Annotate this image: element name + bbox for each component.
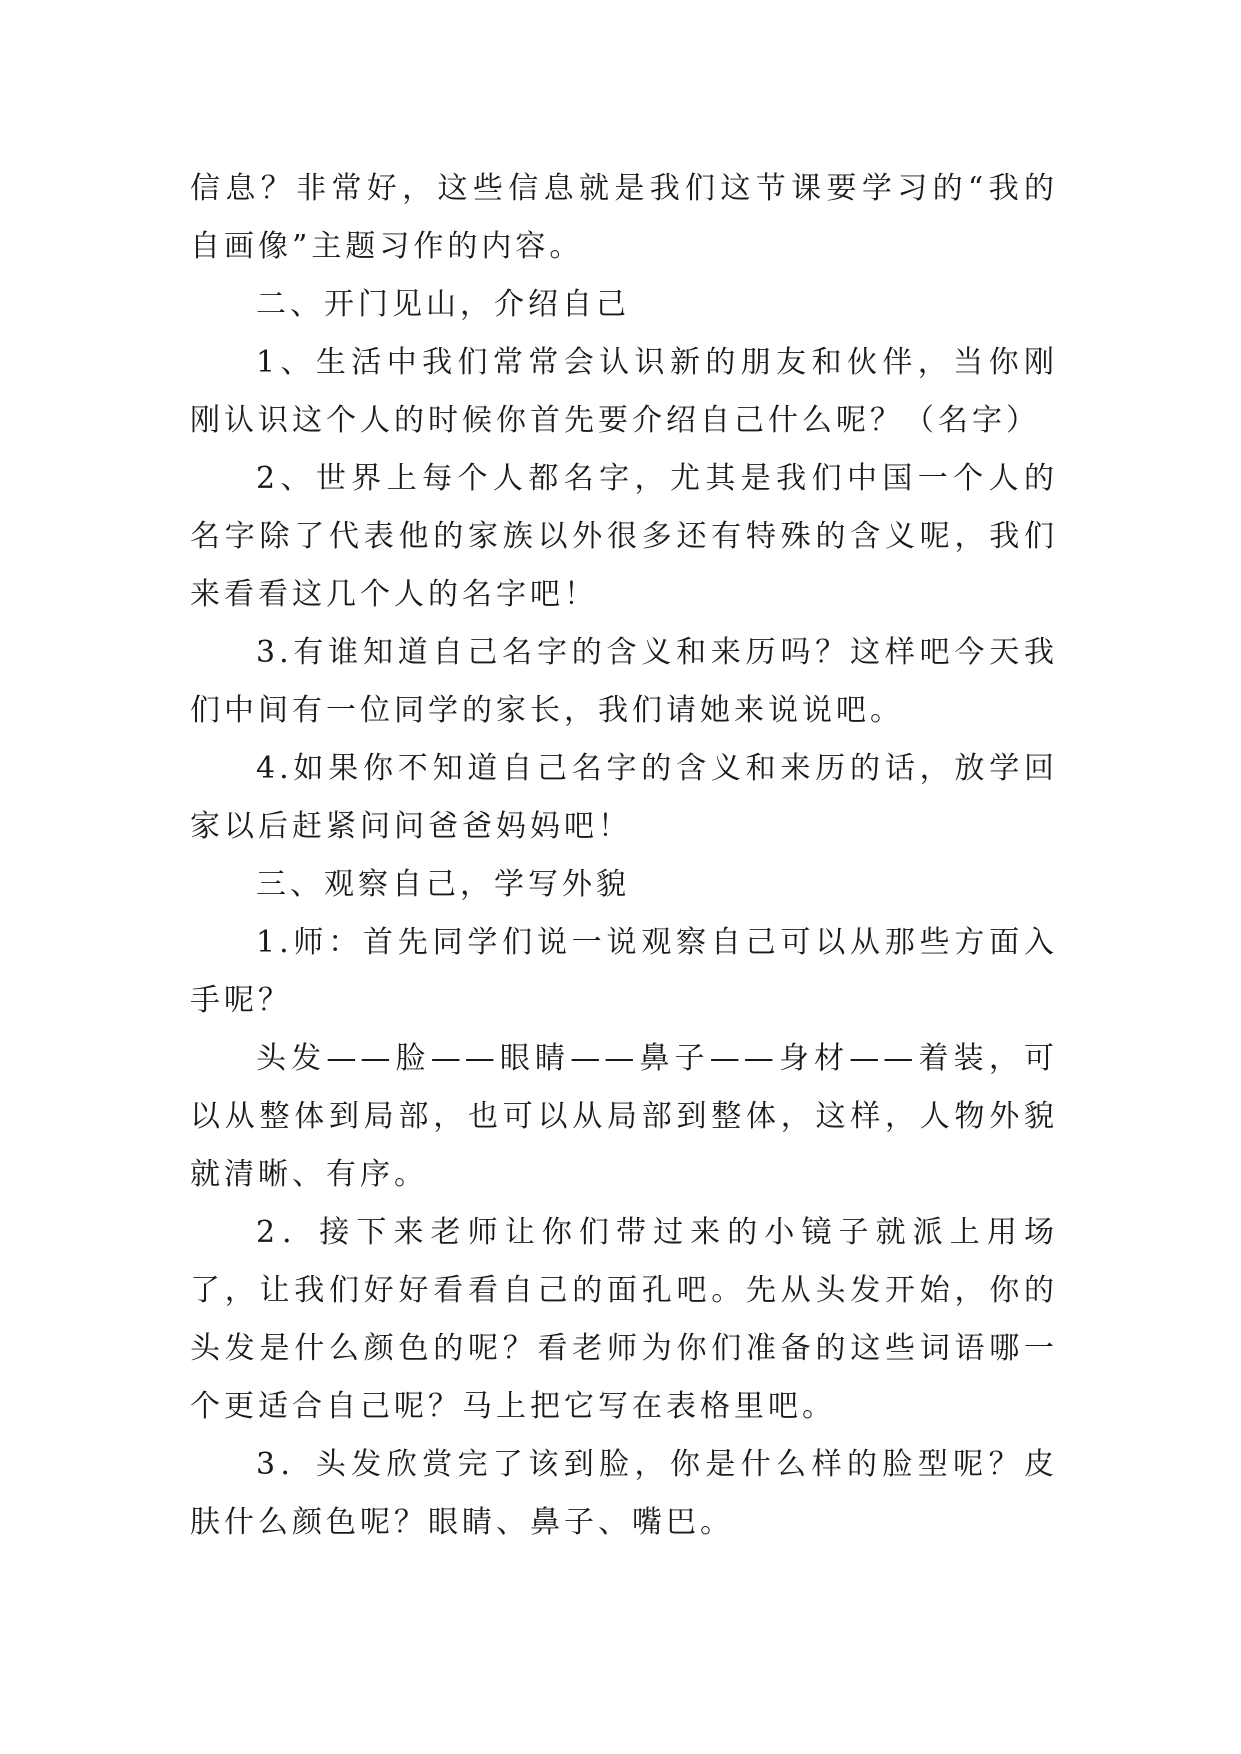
paragraph-step-3-parent: 3.有谁知道自己名字的含义和来历吗？这样吧今天我们中间有一位同学的家长，我们请她来说说吧。 bbox=[190, 635, 1058, 728]
section-heading-observe-appearance: 三、观察自己，学写外貌 bbox=[256, 867, 630, 902]
document-body bbox=[190, 160, 1058, 1552]
paragraph-step-4-ask-parents: 4.如果你不知道自己名字的含义和来历的话，放学回家以后赶紧问问爸爸妈妈吧！ bbox=[190, 751, 1058, 844]
paragraph-continued-info: 信息？非常好，这些信息就是我们这节课要学习的“我的自画像”主题习作的内容。 bbox=[190, 171, 1058, 264]
paragraph-observe-step-1: 1.师：首先同学们说一说观察自己可以从那些方面入手呢？ bbox=[190, 925, 1058, 1018]
paragraph-observe-order: 头发——脸——眼睛——鼻子——身材——着装，可以从整体到局部，也可以从局部到整体，这样，人物外貌就清晰、有序。 bbox=[190, 1041, 1058, 1192]
paragraph-step-2-name-meaning: 2、世界上每个人都名字，尤其是我们中国一个人的名字除了代表他的家族以外很多还有特殊的含义呢，我们来看看这几个人的名字吧！ bbox=[190, 461, 1058, 612]
paragraph-step-1-name: 1、生活中我们常常会认识新的朋友和伙伴，当你刚刚认识这个人的时候你首先要介绍自己什么呢？（名字） bbox=[190, 345, 1058, 438]
paragraph-observe-step-3-face: 3．头发欣赏完了该到脸，你是什么样的脸型呢？皮肤什么颜色呢？眼睛、鼻子、嘴巴。 bbox=[190, 1447, 1058, 1540]
paragraph-observe-step-2-mirror: 2．接下来老师让你们带过来的小镜子就派上用场了，让我们好好看看自己的面孔吧。先从头发开始，你的头发是什么颜色的呢？看老师为你们准备的这些词语哪一个更适合自己呢？马上把它写在表格里吧。 bbox=[190, 1215, 1058, 1424]
section-heading-introduce-yourself: 二、开门见山，介绍自己 bbox=[256, 287, 630, 322]
